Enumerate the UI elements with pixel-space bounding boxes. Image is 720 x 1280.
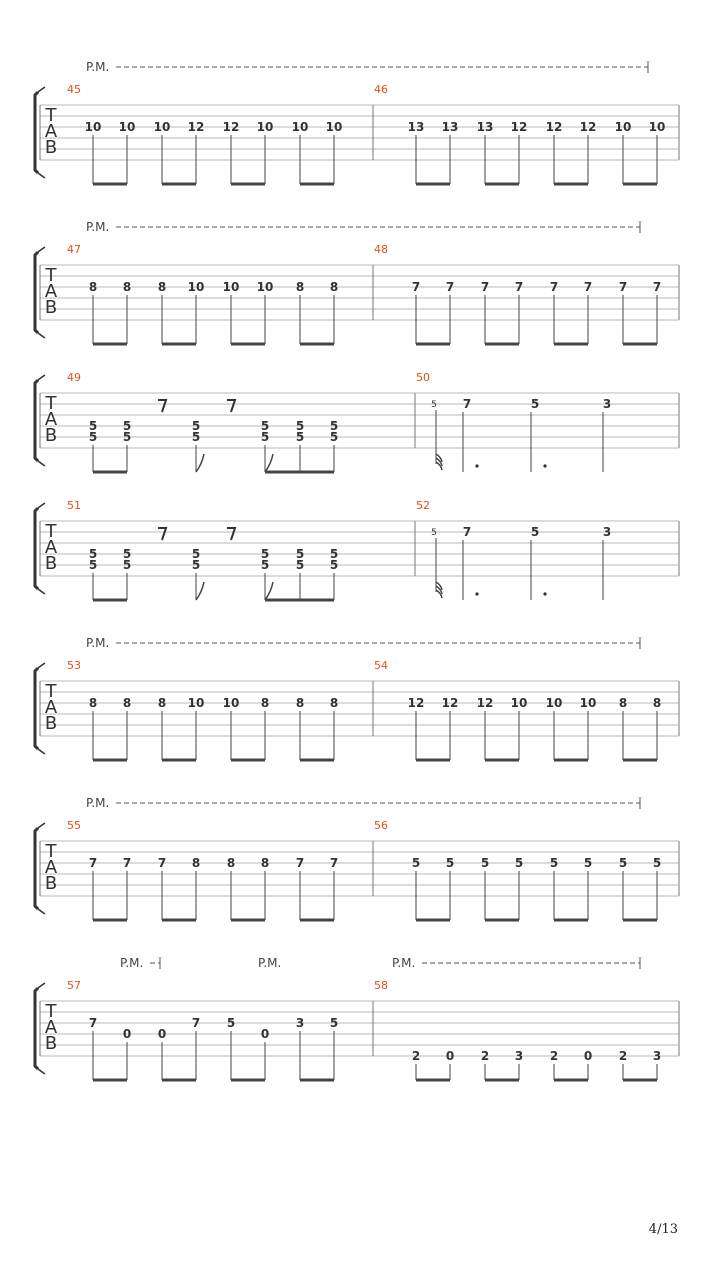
tab-clef-letter: B — [44, 1033, 58, 1054]
fret-number: 12 — [187, 120, 205, 134]
fret-number: 8 — [88, 280, 98, 294]
fret-number: 8 — [260, 696, 270, 710]
tab-clef-letter: A — [44, 857, 58, 878]
fret-number: 8 — [122, 280, 132, 294]
fret-number: 8 — [329, 696, 339, 710]
tab-clef-letter: B — [44, 137, 58, 158]
fret-number: 12 — [579, 120, 597, 134]
dotted-note — [543, 464, 546, 467]
fret-number: 10 — [187, 696, 205, 710]
fret-number: 12 — [545, 120, 563, 134]
fret-number: 8 — [329, 280, 339, 294]
fret-number: 5 — [88, 419, 98, 433]
measure-number: 55 — [67, 819, 81, 832]
fret-number: 7 — [618, 280, 628, 294]
fret-number: 13 — [407, 120, 425, 134]
fret-number: 12 — [510, 120, 528, 134]
fret-number: 10 — [648, 120, 666, 134]
fret-number: 5 — [191, 419, 201, 433]
fret-number: 12 — [407, 696, 425, 710]
fret-number: 3 — [602, 525, 612, 539]
fret-number: 5 — [530, 525, 540, 539]
measure-number: 45 — [67, 83, 81, 96]
dotted-note — [475, 464, 478, 467]
system-bracket — [35, 508, 38, 589]
fret-number: 8 — [191, 856, 201, 870]
fret-number: 5 — [329, 1016, 339, 1030]
system-bracket — [38, 503, 45, 508]
system-bracket — [35, 668, 38, 749]
fret-number: 8 — [88, 696, 98, 710]
system-bracket — [35, 252, 38, 333]
fret-number: 5 — [411, 856, 421, 870]
fret-number: 10 — [84, 120, 102, 134]
system-bracket — [38, 333, 45, 338]
eighth-rest — [158, 400, 166, 412]
tab-system — [35, 60, 679, 184]
fret-number: 5 — [122, 547, 132, 561]
note-flag — [265, 454, 273, 472]
fret-number: 10 — [222, 696, 240, 710]
tab-clef-letter: B — [44, 297, 58, 318]
fret-number: 12 — [441, 696, 459, 710]
eighth-rest — [227, 400, 235, 412]
palm-mute-label: P.M. — [86, 636, 110, 650]
fret-number: 5 — [191, 558, 201, 572]
system-bracket — [38, 461, 45, 466]
system-bracket — [35, 828, 38, 909]
fret-number: 5 — [260, 419, 270, 433]
fret-number: 5 — [445, 856, 455, 870]
fret-number: 5 — [329, 547, 339, 561]
system-bracket — [38, 663, 45, 668]
fret-number: 5 — [295, 547, 305, 561]
system-bracket — [38, 589, 45, 594]
fret-number: 10 — [153, 120, 171, 134]
fret-number: 5 — [329, 558, 339, 572]
system-bracket — [35, 380, 38, 461]
fret-number: 2 — [549, 1049, 559, 1063]
fret-number: 7 — [191, 1016, 201, 1030]
eighth-rest — [158, 528, 166, 540]
fret-number: 5 — [652, 856, 662, 870]
tab-clef-letter: T — [45, 393, 57, 414]
system-bracket — [38, 983, 45, 988]
fret-number: 7 — [514, 280, 524, 294]
fret-number: 5 — [329, 419, 339, 433]
tab-system — [35, 956, 679, 1080]
fret-number: 12 — [476, 696, 494, 710]
fret-number: 5 — [88, 430, 98, 444]
fret-number: 2 — [411, 1049, 421, 1063]
fret-number: 8 — [122, 696, 132, 710]
fret-number: 7 — [295, 856, 305, 870]
fret-number: 5 — [88, 547, 98, 561]
system-bracket — [38, 87, 45, 92]
fret-number: 5 — [260, 558, 270, 572]
grace-note: 5 — [431, 528, 437, 538]
measure-number: 58 — [374, 979, 388, 992]
tab-system — [35, 371, 679, 472]
fret-number: 5 — [260, 430, 270, 444]
fret-number: 0 — [122, 1027, 132, 1041]
fret-number: 0 — [260, 1027, 270, 1041]
fret-number: 10 — [614, 120, 632, 134]
tab-system — [35, 636, 679, 760]
system-bracket — [35, 92, 38, 173]
palm-mute-label: P.M. — [86, 220, 110, 234]
system-bracket — [38, 823, 45, 828]
fret-number: 5 — [260, 547, 270, 561]
system-bracket — [38, 1069, 45, 1074]
tab-clef-letter: B — [44, 873, 58, 894]
fret-number: 8 — [618, 696, 628, 710]
tab-clef-letter: T — [45, 1001, 57, 1022]
measure-number: 52 — [416, 499, 430, 512]
tab-clef-letter: B — [44, 713, 58, 734]
tab-clef-letter: T — [45, 681, 57, 702]
fret-number: 13 — [441, 120, 459, 134]
system-bracket — [38, 173, 45, 178]
palm-mute-label: P.M. — [86, 796, 110, 810]
tab-clef-letter: T — [45, 841, 57, 862]
fret-number: 8 — [652, 696, 662, 710]
page-number: 4/13 — [648, 1222, 678, 1237]
fret-number: 5 — [191, 430, 201, 444]
fret-number: 5 — [226, 1016, 236, 1030]
tab-clef-letter: T — [45, 105, 57, 126]
fret-number: 7 — [549, 280, 559, 294]
fret-number: 10 — [545, 696, 563, 710]
fret-number: 8 — [226, 856, 236, 870]
fret-number: 7 — [157, 856, 167, 870]
fret-number: 7 — [445, 280, 455, 294]
fret-number: 7 — [480, 280, 490, 294]
measure-number: 48 — [374, 243, 388, 256]
fret-number: 7 — [88, 1016, 98, 1030]
fret-number: 5 — [295, 430, 305, 444]
fret-number: 10 — [256, 120, 274, 134]
system-bracket — [35, 988, 38, 1069]
fret-number: 3 — [514, 1049, 524, 1063]
tab-clef-letter: A — [44, 409, 58, 430]
measure-number: 53 — [67, 659, 81, 672]
dotted-note — [543, 592, 546, 595]
system-bracket — [38, 749, 45, 754]
fret-number: 7 — [122, 856, 132, 870]
measure-number: 46 — [374, 83, 388, 96]
fret-number: 7 — [652, 280, 662, 294]
fret-number: 13 — [476, 120, 494, 134]
measure-number: 47 — [67, 243, 81, 256]
note-flag — [196, 454, 204, 472]
fret-number: 7 — [329, 856, 339, 870]
fret-number: 2 — [618, 1049, 628, 1063]
tab-system — [35, 220, 679, 344]
tab-clef-letter: A — [44, 1017, 58, 1038]
tab-clef-letter: A — [44, 121, 58, 142]
palm-mute-label: P.M. — [392, 956, 416, 970]
measure-number: 51 — [67, 499, 81, 512]
fret-number: 5 — [329, 430, 339, 444]
fret-number: 10 — [579, 696, 597, 710]
fret-number: 5 — [122, 430, 132, 444]
fret-number: 5 — [480, 856, 490, 870]
fret-number: 10 — [291, 120, 309, 134]
tab-clef-letter: A — [44, 281, 58, 302]
palm-mute-label: P.M. — [258, 956, 282, 970]
fret-number: 10 — [118, 120, 136, 134]
system-bracket — [38, 375, 45, 380]
tab-system — [35, 499, 679, 600]
fret-number: 2 — [480, 1049, 490, 1063]
fret-number: 3 — [602, 397, 612, 411]
fret-number: 8 — [157, 280, 167, 294]
fret-number: 0 — [583, 1049, 593, 1063]
fret-number: 10 — [325, 120, 343, 134]
measure-number: 57 — [67, 979, 81, 992]
dotted-note — [475, 592, 478, 595]
fret-number: 5 — [530, 397, 540, 411]
tab-clef-letter: T — [45, 521, 57, 542]
fret-number: 7 — [462, 525, 472, 539]
measure-number: 50 — [416, 371, 430, 384]
measure-number: 54 — [374, 659, 388, 672]
fret-number: 3 — [295, 1016, 305, 1030]
system-bracket — [38, 247, 45, 252]
fret-number: 7 — [462, 397, 472, 411]
fret-number: 0 — [157, 1027, 167, 1041]
fret-number: 8 — [295, 280, 305, 294]
fret-number: 10 — [510, 696, 528, 710]
fret-number: 5 — [514, 856, 524, 870]
tab-clef-letter: B — [44, 425, 58, 446]
fret-number: 5 — [295, 558, 305, 572]
note-flag — [265, 582, 273, 600]
note-flag — [196, 582, 204, 600]
fret-number: 8 — [295, 696, 305, 710]
measure-number: 56 — [374, 819, 388, 832]
fret-number: 5 — [122, 558, 132, 572]
fret-number: 5 — [618, 856, 628, 870]
tab-clef-letter: A — [44, 537, 58, 558]
fret-number: 8 — [260, 856, 270, 870]
tab-clef-letter: T — [45, 265, 57, 286]
fret-number: 3 — [652, 1049, 662, 1063]
fret-number: 7 — [88, 856, 98, 870]
fret-number: 10 — [222, 280, 240, 294]
fret-number: 5 — [191, 547, 201, 561]
fret-number: 5 — [549, 856, 559, 870]
fret-number: 7 — [411, 280, 421, 294]
tab-system — [35, 796, 679, 920]
grace-note: 5 — [431, 400, 437, 410]
system-bracket — [38, 909, 45, 914]
palm-mute-label: P.M. — [120, 956, 144, 970]
fret-number: 5 — [122, 419, 132, 433]
fret-number: 7 — [583, 280, 593, 294]
fret-number: 5 — [295, 419, 305, 433]
fret-number: 10 — [256, 280, 274, 294]
fret-number: 5 — [88, 558, 98, 572]
fret-number: 5 — [583, 856, 593, 870]
tab-clef-letter: B — [44, 553, 58, 574]
eighth-rest — [227, 528, 235, 540]
tab-clef-letter: A — [44, 697, 58, 718]
fret-number: 0 — [445, 1049, 455, 1063]
fret-number: 8 — [157, 696, 167, 710]
fret-number: 10 — [187, 280, 205, 294]
measure-number: 49 — [67, 371, 81, 384]
fret-number: 12 — [222, 120, 240, 134]
palm-mute-label: P.M. — [86, 60, 110, 74]
